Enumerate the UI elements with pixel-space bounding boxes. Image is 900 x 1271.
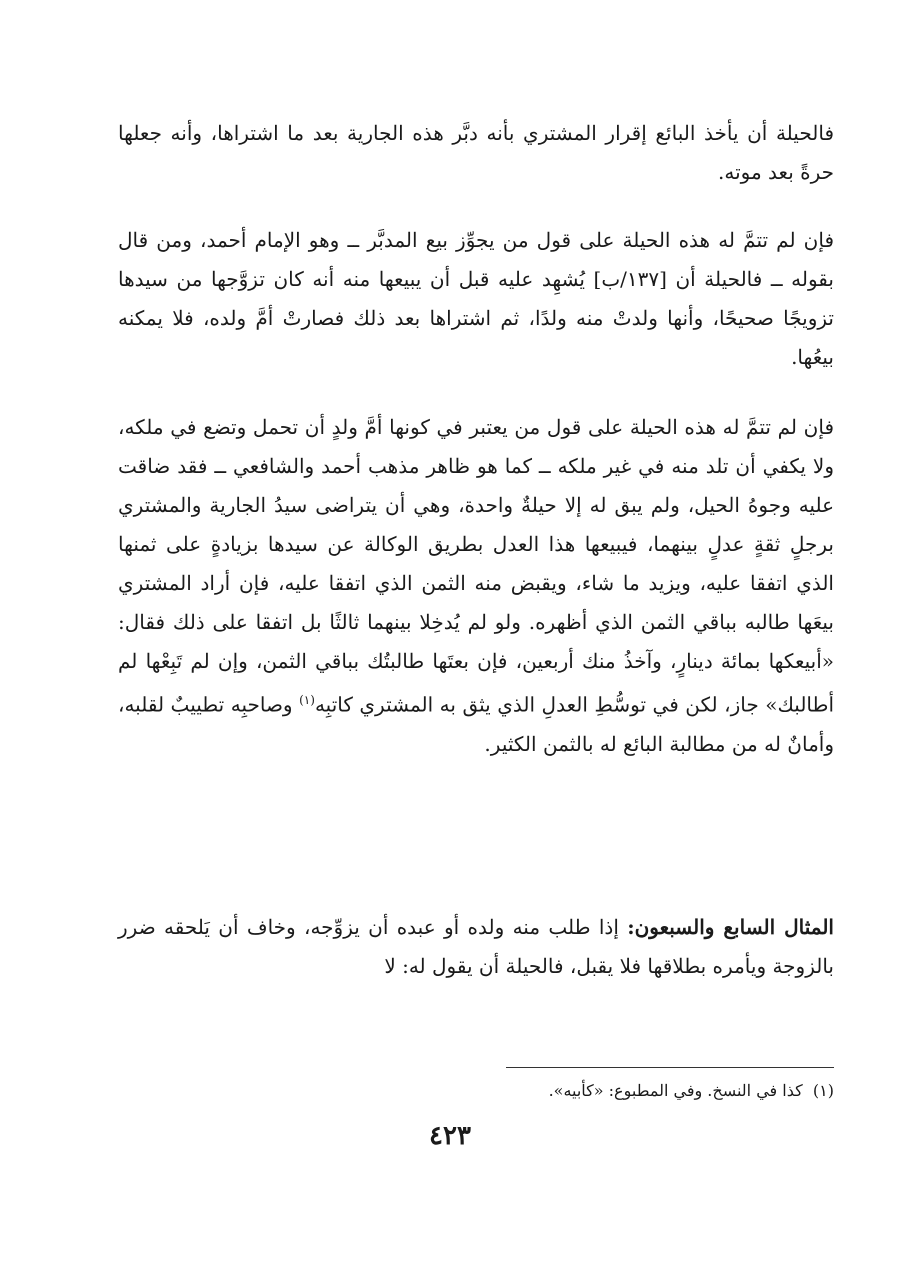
paragraph-3 <box>118 408 834 764</box>
footnote-separator <box>506 1067 834 1068</box>
page-number: ٤٢٣ <box>429 1121 471 1151</box>
footnote-marker: (١) <box>812 1081 834 1100</box>
footnote-reference: (١) <box>299 693 315 707</box>
paragraph-4 <box>118 908 834 986</box>
paragraph-text-part: إذا طلب منه ولده أو عبده أن يزوِّجه، وخاف أن يَلحقه ضرر بالزوجة ويأمره بطلاقها فلا يقبل، فالحيلة أن يقول له: لا <box>118 915 834 978</box>
paragraph-text-part: وصاحبِه تطييبٌ لقلبه، وأمانٌ له من مطالبة البائع له بالثمن الكثير. <box>118 692 834 756</box>
paragraph-text-part: فإن لم تتمَّ له هذه الحيلة على قول من يعتبر في كونها أمَّ ولدٍ أن تحمل وتضع في ملكه، ولا يكفي أن تلد منه في غير ملكه ــ كما هو ظاهر مذهب أحمد والشافعي ــ فقد ضاقت عليه وجوهُ الحيل، ولم يبق له إلا حيلةٌ واحدة، وهي أن يتراضى سيدُ الجارية والمشتري برجلٍ ثقةٍ عدلٍ بينهما، فيبيعها هذا العدل بطريق الوكالة عن سيدها بزيادةٍ على ثمنها الذي اتفقا عليه، ويزيد ما شاء، ويقبض منه الثمن الذي اتفقا عليه، فإن أراد المشتري بيعَها طالبه بباقي الثمن الذي أظهره. ولو لم يُدخِلا بينهما ثالثًا بل اتفقا على ذلك فقال: «أبيعكها بمائة دينارٍ، وآخذُ منك أربعين، فإن بعتَها طالبتُك بباقي الثمن، وإن لم تَبِعْها لم أطالبك» جاز، لكن في توسُّطِ العدلِ الذي يثق به المشتري كاتبِه <box>118 415 835 717</box>
footnote-text: كذا في النسخ. وفي المطبوع: «كأبيه». <box>548 1081 803 1100</box>
paragraph-text: فإن لم تتمَّ له هذه الحيلة على قول من يجوِّز بيع المدبَّر ــ وهو الإمام أحمد، ومن قال بقوله ــ فالحيلة أن [١٣٧/ب] يُشهِد عليه قبل أن يبيعها منه أنه كان تزوَّجها من سيدها تزويجًا صحيحًا، وأنها ولدتْ منه ولدًا، ثم اشتراها بعد ذلك فصارتْ أمَّ ولده، فلا يمكنه بيعُها. <box>118 228 834 369</box>
example-heading: المثال السابع والسبعون: <box>627 915 834 939</box>
paragraph-text: فالحيلة أن يأخذ البائع إقرار المشتري بأنه دبَّر هذه الجارية بعد ما اشتراها، وأنه جعلها حرةً بعد موته. <box>118 121 834 184</box>
paragraph-1 <box>118 114 834 192</box>
footnote <box>300 1078 834 1104</box>
paragraph-2 <box>118 221 834 377</box>
paragraph-text <box>118 908 834 986</box>
paragraph-text <box>118 408 834 764</box>
